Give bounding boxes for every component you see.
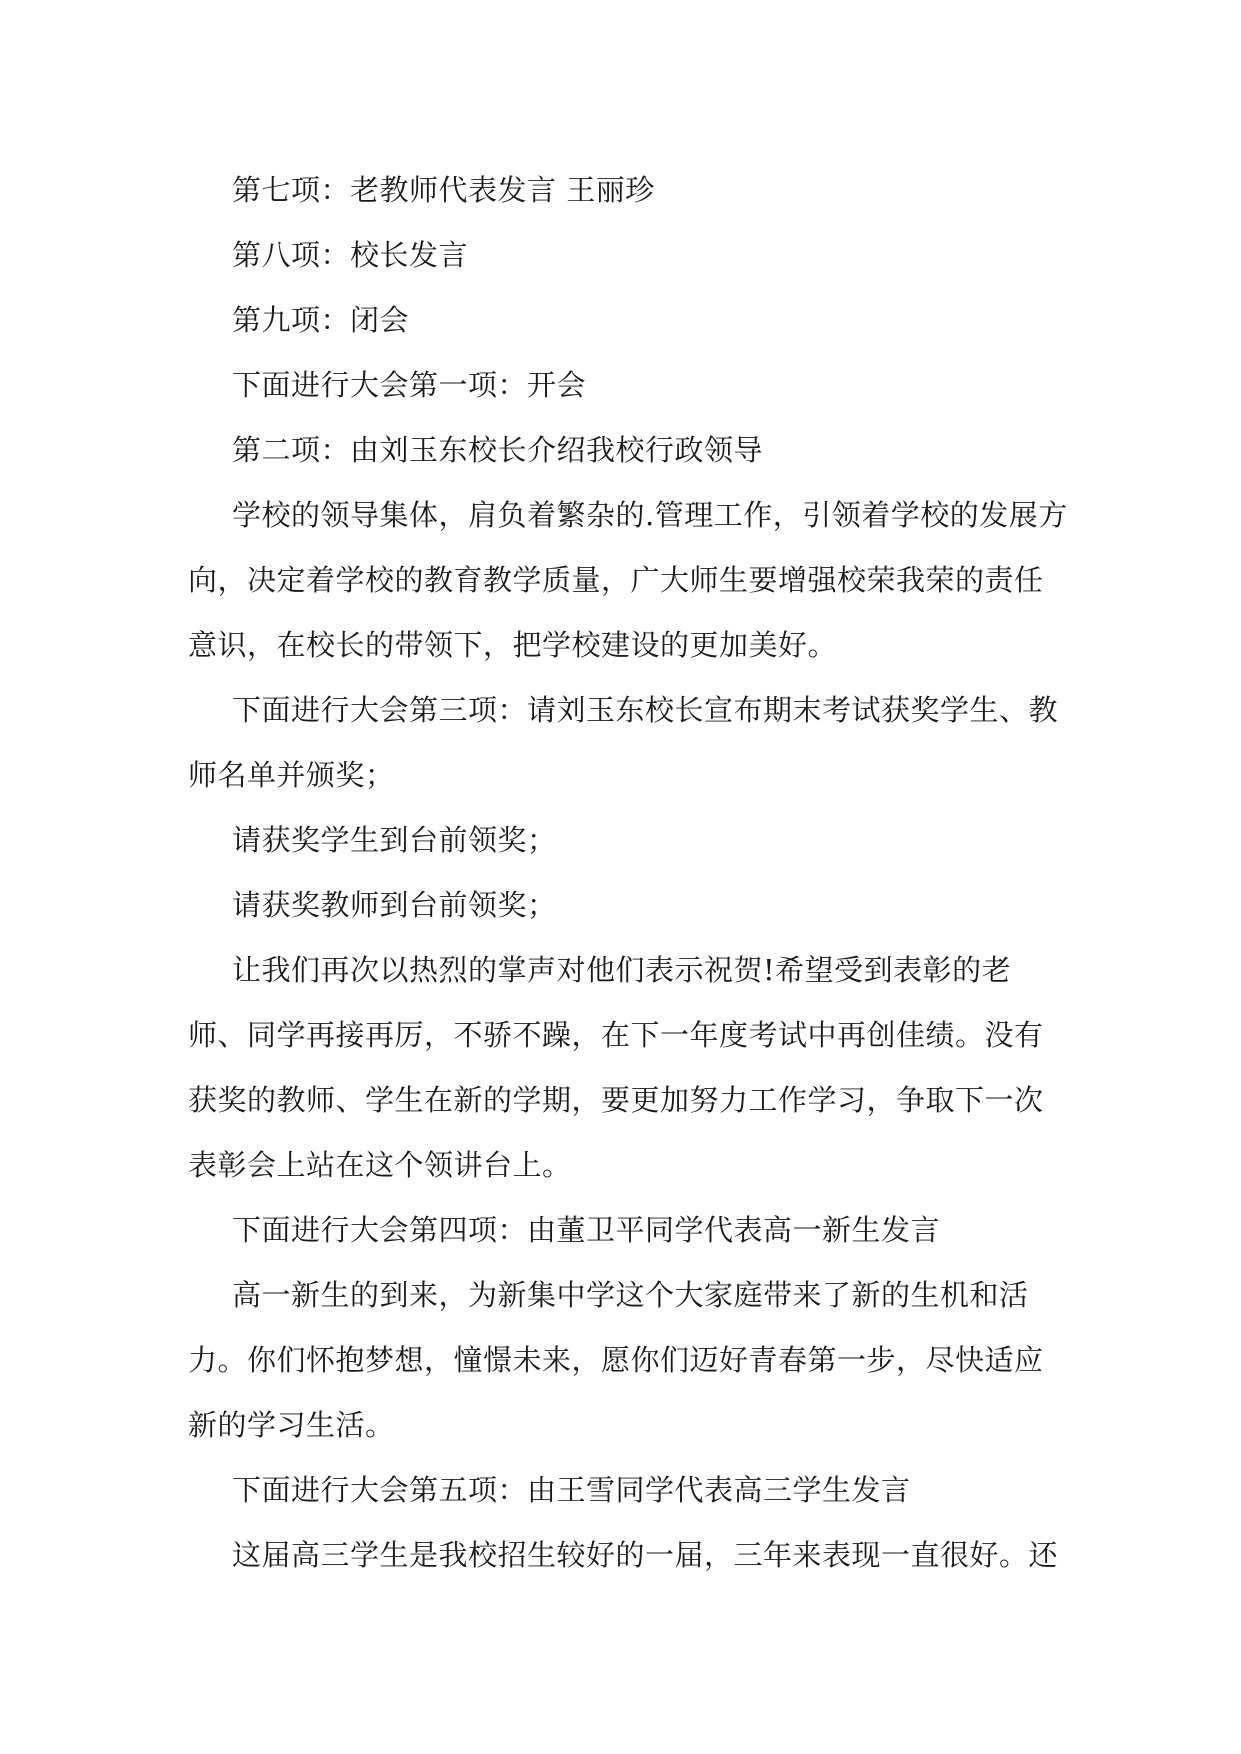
agenda-item-8: 第八项：校长发言 (232, 238, 469, 272)
meeting-item-5: 下面进行大会第五项：由王雪同学代表高三学生发言 (232, 1473, 911, 1507)
document-body (188, 158, 1068, 1588)
leadership-paragraph: 学校的领导集体，肩负着繁杂的.管理工作，引领着学校的发展方向，决定着学校的教育教学质量，广大师生要增强校荣我荣的责任意识，在校长的带领下，把学校建设的更加美好。 (188, 498, 1068, 662)
meeting-item-2: 第二项：由刘玉东校长介绍我校行政领导 (232, 433, 764, 467)
students-award-line: 请获奖学生到台前领奖； (232, 823, 557, 857)
freshmen-paragraph: 高一新生的到来，为新集中学这个大家庭带来了新的生机和活力。你们怀抱梦想，憧憬未来，愿你们迈好青春第一步，尽快适应新的学习生活。 (188, 1278, 1044, 1442)
meeting-item-1: 下面进行大会第一项：开会 (232, 368, 587, 402)
teachers-award-line: 请获奖教师到台前领奖； (232, 888, 557, 922)
meeting-item-4: 下面进行大会第四项：由董卫平同学代表高一新生发言 (232, 1213, 941, 1247)
senior-students-paragraph: 这届高三学生是我校招生较好的一届，三年来表现一直很好。还 (232, 1538, 1059, 1572)
meeting-item-3: 下面进行大会第三项：请刘玉东校长宣布期末考试获奖学生、教师名单并颁奖； (188, 693, 1059, 792)
agenda-item-7: 第七项：老教师代表发言 王丽珍 (232, 173, 655, 207)
agenda-item-9: 第九项：闭会 (232, 303, 410, 337)
congratulation-paragraph: 让我们再次以热烈的掌声对他们表示祝贺!希望受到表彰的老师、同学再接再厉，不骄不躁，在下一年度考试中再创佳绩。没有获奖的教师、学生在新的学期，要更加努力工作学习，争取下一次表彰会上站在这个领讲台上。 (188, 953, 1044, 1182)
